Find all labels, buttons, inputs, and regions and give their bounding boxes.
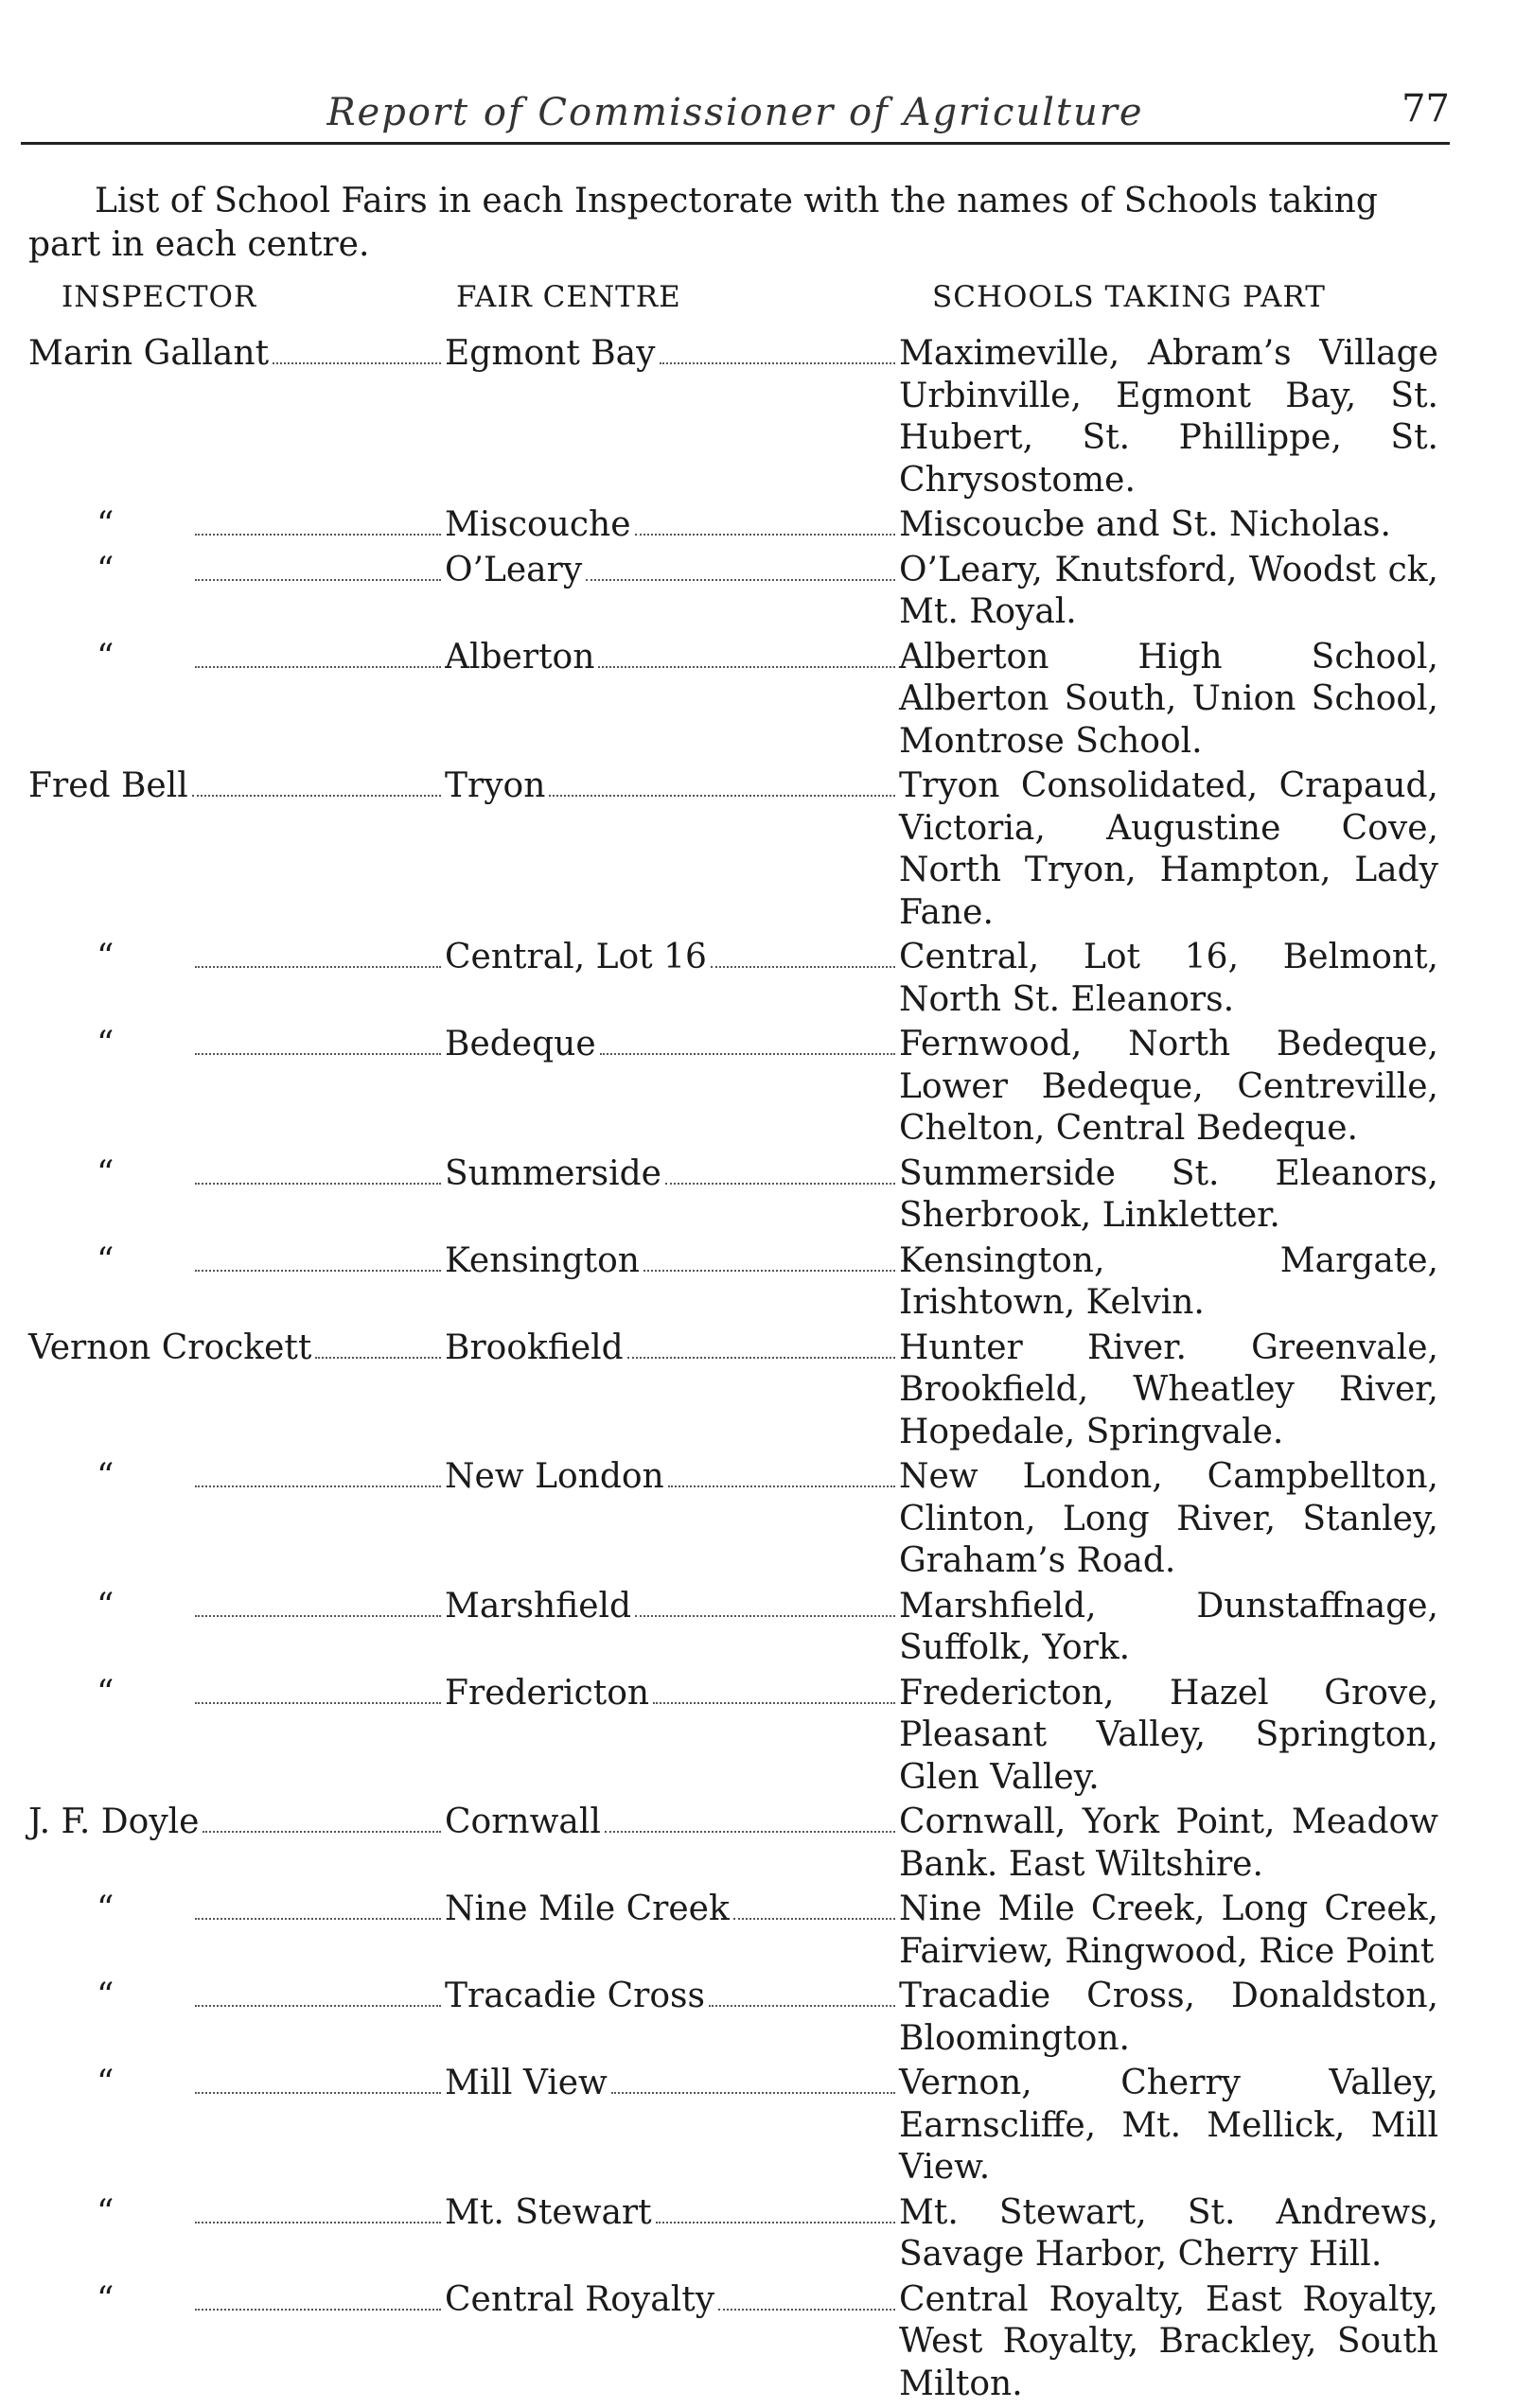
schools-list: Summerside St. Eleanors, Sherbrook, Linkletter. [899, 1153, 1438, 1235]
fair-centre-name: Fredericton [445, 1673, 650, 1713]
ditto-mark: “ [97, 505, 115, 544]
dot-leader [273, 362, 441, 364]
fair-centre-name: Nine Mile Creek [445, 1889, 730, 1928]
dot-leader [195, 534, 441, 536]
schools-list: Mt. Stewart, St. Andrews, Savage Harbor, Cherry Hill. [899, 2192, 1438, 2274]
schools-list: Central, Lot 16, Belmont, North St. Eleanors. [899, 938, 1438, 1019]
dot-leader [195, 1702, 441, 1704]
dot-leader [665, 1183, 895, 1185]
schools-list: O’Leary, Knutsford, Woodst ck, Mt. Royal. [899, 550, 1438, 631]
fair-centre-cell [445, 2063, 899, 2105]
dot-leader [711, 966, 895, 968]
fair-centre-cell [445, 1024, 899, 1066]
dot-leader [586, 579, 895, 581]
fair-entry [0, 1153, 1516, 1238]
schools-list: Marshfield, Dunstaffnage, Suffolk, York. [899, 1586, 1438, 1667]
dot-leader [635, 534, 895, 536]
inspector-cell [0, 1673, 445, 1715]
dot-leader [192, 795, 441, 797]
ditto-mark: “ [97, 2064, 115, 2102]
fair-centre-name: Egmont Bay [445, 334, 656, 373]
ditto-mark: “ [97, 2279, 115, 2319]
dot-leader [635, 1615, 895, 1617]
schools-list: Alberton High School, Alberton South, Union School, Montrose School. [899, 637, 1438, 761]
dot-leader [195, 1053, 441, 1055]
inspector-cell [0, 1024, 445, 1066]
fair-centre-name: New London [445, 1457, 664, 1496]
fair-centre-cell [445, 1153, 899, 1196]
fair-centre-cell [445, 333, 899, 376]
dot-leader [733, 1918, 895, 1920]
inspector-cell [0, 1976, 445, 2018]
inspector-cell [0, 937, 445, 979]
fair-entry [0, 2192, 1516, 2276]
schools-list: Nine Mile Creek, Long Creek, Fairview, Ringwood, Rice Point [899, 1889, 1438, 1971]
dot-leader [195, 1918, 441, 1920]
ditto-mark: “ [97, 637, 115, 677]
inspector-name: Marin Gallant [28, 334, 270, 373]
inspector-cell [0, 333, 445, 376]
dot-leader [627, 1357, 895, 1359]
schools-list: Central Royalty, East Royalty, West Royalty, Brackley, South Milton. [899, 2279, 1438, 2403]
schools-list: Fredericton, Hazel Grove, Pleasant Valley, Springton, Glen Valley. [899, 1673, 1438, 1797]
fair-centre-name: Tryon [445, 766, 546, 805]
dot-leader [195, 2092, 441, 2094]
dot-leader [195, 1183, 441, 1185]
fair-entry [0, 2063, 1516, 2189]
fair-entry [0, 1586, 1516, 1670]
inspector-cell [0, 637, 445, 679]
schools-cell [899, 1024, 1438, 1151]
fair-entry [0, 504, 1516, 547]
schools-cell [899, 2192, 1438, 2276]
inspector-cell [0, 1153, 445, 1196]
schools-list: Cornwall, York Point, Meadow Bank. East Wiltshire. [899, 1802, 1438, 1884]
fair-centre-cell [445, 1586, 899, 1628]
dot-leader [195, 1615, 441, 1617]
dot-leader [549, 795, 895, 797]
header-inspector: INSPECTOR [62, 280, 257, 314]
fair-entry [0, 1889, 1516, 1973]
intro-text: List of School Fairs in each Inspectorate with the names of Schools taking part in each centre. [28, 182, 1378, 264]
fair-entry [0, 550, 1516, 634]
fair-entry [0, 333, 1516, 501]
fair-entry [0, 1673, 1516, 1800]
inspector-cell [0, 1586, 445, 1628]
schools-cell [899, 1802, 1438, 1886]
fair-centre-name: Tracadie Cross [445, 1977, 705, 2015]
schools-list: Tryon Consolidated, Crapaud, Victoria, Augustine Cove, North Tryon, Hampton, Lady Fane. [899, 766, 1438, 932]
ditto-mark: “ [97, 1977, 115, 2015]
column-headers [0, 280, 1516, 318]
header-schools: SCHOOLS TAKING PART [932, 280, 1326, 314]
schools-cell [899, 1240, 1438, 1325]
dot-leader [195, 579, 441, 581]
ditto-mark: “ [97, 1153, 115, 1193]
inspector-cell [0, 2192, 445, 2235]
ditto-mark: “ [97, 938, 115, 976]
schools-cell [899, 765, 1438, 934]
fair-centre-cell [445, 1327, 899, 1370]
inspector-cell [0, 1240, 445, 1283]
fair-entry [0, 937, 1516, 1021]
fair-entry [0, 1327, 1516, 1454]
fair-centre-cell [445, 1240, 899, 1283]
fair-centre-name: Mt. Stewart [445, 2192, 652, 2232]
running-title: Report of Commissioner of Agriculture [326, 91, 1144, 134]
schools-cell [899, 2063, 1438, 2189]
schools-cell [899, 1153, 1438, 1238]
fair-centre-name: Cornwall [445, 1802, 601, 1841]
fair-centre-name: Summerside [445, 1153, 661, 1193]
dot-leader [195, 2005, 441, 2007]
schools-list: Maximeville, Abram’s Village Urbinville, Egmont Bay, St. Hubert, St. Phillippe, St. Chrysostome. [899, 334, 1438, 500]
fair-centre-cell [445, 637, 899, 679]
fair-entry [0, 1240, 1516, 1325]
fair-centre-cell [445, 765, 899, 808]
schools-cell [899, 504, 1438, 547]
fair-centre-cell [445, 504, 899, 547]
dot-leader [195, 2309, 441, 2311]
dot-leader [598, 666, 895, 668]
fair-centre-name: Miscouche [445, 505, 631, 544]
schools-list: Vernon, Cherry Valley, Earnscliffe, Mt. Mellick, Mill View. [899, 2064, 1438, 2187]
inspector-name: Fred Bell [28, 766, 188, 805]
fair-entry [0, 637, 1516, 764]
inspector-cell [0, 765, 445, 808]
schools-list: Kensington, Margate, Irishtown, Kelvin. [899, 1240, 1438, 1322]
fair-entry [0, 765, 1516, 934]
inspector-cell [0, 1456, 445, 1499]
ditto-mark: “ [97, 2192, 115, 2232]
dot-leader [709, 2005, 895, 2007]
dot-leader [203, 1831, 441, 1833]
fair-centre-cell [445, 2279, 899, 2322]
fair-centre-name: Central Royalty [445, 2279, 715, 2319]
fair-centre-cell [445, 1456, 899, 1499]
dot-leader [656, 2222, 895, 2223]
fair-centre-name: Brookfield [445, 1327, 624, 1367]
schools-list: New London, Campbellton, Clinton, Long River, Stanley, Graham’s Road. [899, 1457, 1438, 1580]
dot-leader [195, 666, 441, 668]
schools-cell [899, 1889, 1438, 1973]
ditto-mark: “ [97, 550, 115, 589]
fair-entry [0, 1024, 1516, 1151]
fair-centre-cell [445, 2192, 899, 2235]
dot-leader [718, 2309, 895, 2311]
page-header [21, 85, 1450, 145]
dot-leader [653, 1702, 895, 1704]
inspector-cell [0, 1802, 445, 1844]
fair-entry [0, 1802, 1516, 1886]
schools-cell [899, 1586, 1438, 1670]
inspector-cell [0, 2279, 445, 2322]
ditto-mark: “ [97, 1240, 115, 1280]
fair-centre-name: Alberton [445, 637, 595, 677]
ditto-mark: “ [97, 1889, 115, 1928]
ditto-mark: “ [97, 1673, 115, 1713]
schools-list: Hunter River. Greenvale, Brookfield, Wheatley River, Hopedale, Springvale. [899, 1327, 1438, 1451]
header-fair-centre: FAIR CENTRE [456, 280, 681, 314]
schools-list: Tracadie Cross, Donaldston, Bloomington. [899, 1977, 1438, 2058]
schools-cell [899, 2279, 1438, 2406]
dot-leader [605, 1831, 895, 1833]
fair-centre-name: Marshfield [445, 1586, 632, 1626]
schools-cell [899, 333, 1438, 501]
inspector-cell [0, 504, 445, 547]
dot-leader [600, 1053, 895, 1055]
dot-leader [315, 1357, 441, 1359]
dot-leader [643, 1270, 895, 1272]
dot-leader [668, 1485, 895, 1487]
schools-cell [899, 1976, 1438, 2060]
inspector-cell [0, 550, 445, 592]
fair-entry [0, 2279, 1516, 2406]
fair-centre-name: Kensington [445, 1240, 640, 1280]
page-number: 77 [1401, 87, 1450, 131]
fair-centre-cell [445, 1802, 899, 1844]
fair-centre-name: Central, Lot 16 [445, 938, 707, 976]
schools-list: Fernwood, North Bedeque, Lower Bedeque, Centreville, Chelton, Central Bedeque. [899, 1025, 1438, 1148]
schools-cell [899, 637, 1438, 764]
inspector-cell [0, 1327, 445, 1370]
dot-leader [660, 362, 896, 364]
fair-entry [0, 1456, 1516, 1583]
intro-paragraph [28, 180, 1448, 267]
fair-centre-name: Mill View [445, 2064, 608, 2102]
fair-entry [0, 1976, 1516, 2060]
schools-cell [899, 550, 1438, 634]
dot-leader [611, 2092, 895, 2094]
dot-leader [195, 2222, 441, 2223]
schools-cell [899, 1673, 1438, 1800]
inspector-cell [0, 2063, 445, 2105]
ditto-mark: “ [97, 1025, 115, 1063]
fair-centre-cell [445, 550, 899, 592]
fair-centre-name: Bedeque [445, 1025, 596, 1063]
fair-centre-cell [445, 937, 899, 979]
dot-leader [195, 966, 441, 968]
schools-cell [899, 1456, 1438, 1583]
schools-list: Miscoucbe and St. Nicholas. [899, 505, 1391, 544]
fair-list [0, 333, 1516, 2408]
fair-centre-cell [445, 1889, 899, 1931]
ditto-mark: “ [97, 1586, 115, 1626]
fair-centre-name: O’Leary [445, 550, 583, 589]
fair-centre-cell [445, 1673, 899, 1715]
dot-leader [195, 1270, 441, 1272]
inspector-name: J. F. Doyle [28, 1802, 200, 1841]
schools-cell [899, 1327, 1438, 1454]
dot-leader [195, 1485, 441, 1487]
ditto-mark: “ [97, 1457, 115, 1496]
inspector-name: Vernon Crockett [28, 1327, 312, 1367]
fair-centre-cell [445, 1976, 899, 2018]
schools-cell [899, 937, 1438, 1021]
inspector-cell [0, 1889, 445, 1931]
